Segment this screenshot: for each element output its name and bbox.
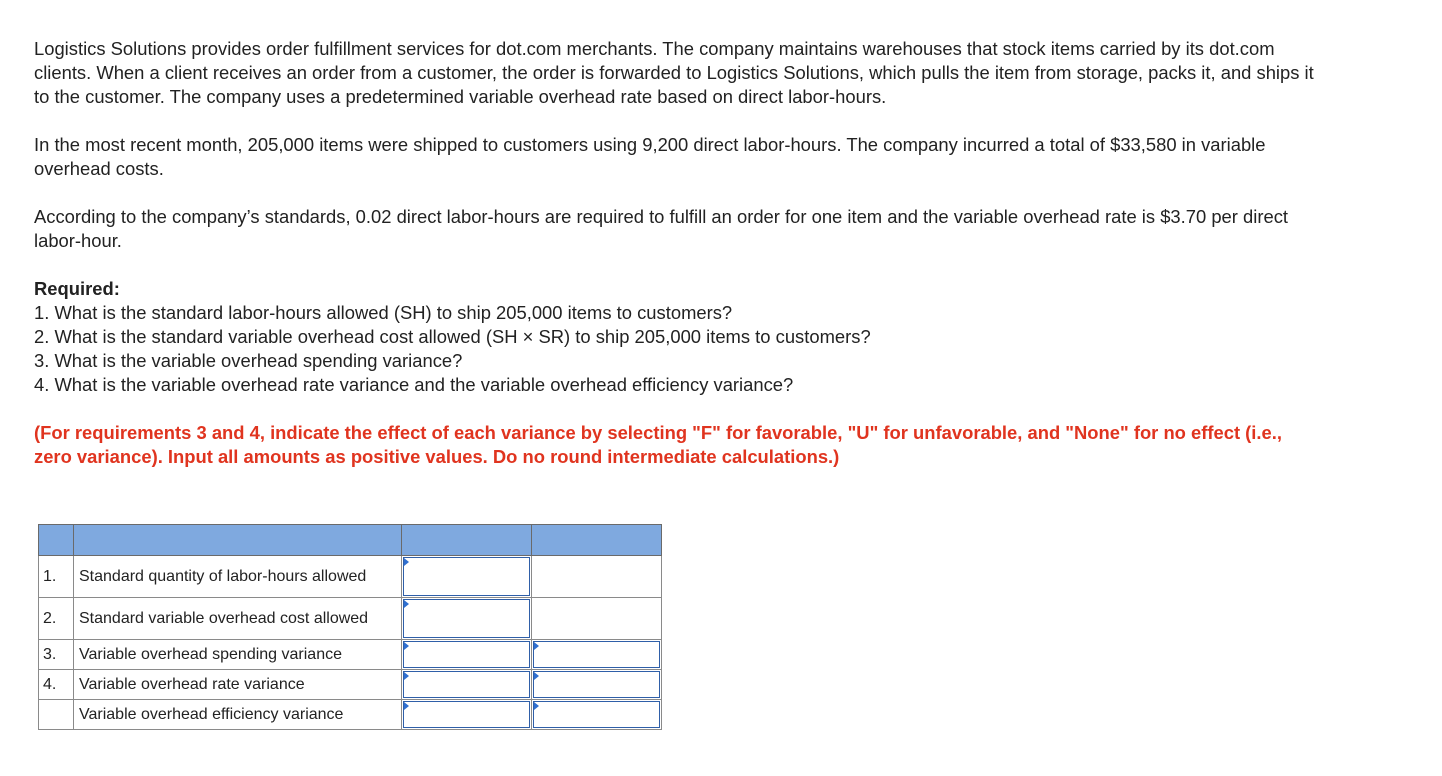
table-row [39, 640, 662, 670]
row-label: Variable overhead rate variance [74, 670, 402, 700]
row-number: 2. [39, 598, 74, 640]
input-marker-icon [534, 642, 539, 650]
rate-variance-amount-input[interactable] [403, 671, 530, 698]
input-marker-icon [534, 672, 539, 680]
row-number: 1. [39, 556, 74, 598]
header-cell-amount [402, 525, 532, 556]
row-label: Variable overhead spending variance [74, 640, 402, 670]
header-cell-num [39, 525, 74, 556]
amount-cell [402, 700, 532, 730]
row-number: 3. [39, 640, 74, 670]
empty-cell [532, 598, 662, 640]
standard-overhead-cost-input[interactable] [403, 599, 530, 638]
empty-cell [532, 556, 662, 598]
row-number [39, 700, 74, 730]
table-header-row [39, 525, 662, 556]
problem-content [34, 37, 1324, 469]
input-marker-icon [404, 702, 409, 710]
input-marker-icon [534, 702, 539, 710]
row-label: Variable overhead efficiency variance [74, 700, 402, 730]
problem-paragraph-1: Logistics Solutions provides order fulfillment services for dot.com merchants. The company maintains warehouses that stock items carried by its dot.com clients. When a client receives an order from a customer, the order is forwarded to Logistics Solutions, which pulls the item from storage, packs it, and ships it to the customer. The company uses a predetermined variable overhead rate based on direct labor-hours. [34, 38, 1314, 107]
efficiency-variance-effect-select[interactable] [533, 701, 660, 728]
amount-cell [402, 640, 532, 670]
effect-cell [532, 640, 662, 670]
input-marker-icon [404, 600, 409, 608]
spending-variance-amount-input[interactable] [403, 641, 530, 668]
required-item-3: 3. What is the variable overhead spending variance? [34, 350, 463, 371]
row-label: Standard quantity of labor-hours allowed [74, 556, 402, 598]
instructions-note: (For requirements 3 and 4, indicate the effect of each variance by selecting "F" for favorable, "U" for unfavorable, and "None" for no effect (i.e., zero variance). Input all amounts as positive values. Do no round intermediate calculations.) [34, 422, 1282, 467]
input-marker-icon [404, 558, 409, 566]
required-list [34, 301, 1324, 397]
header-cell-effect [532, 525, 662, 556]
input-marker-icon [404, 672, 409, 680]
standard-labor-hours-input[interactable] [403, 557, 530, 596]
header-cell-label [74, 525, 402, 556]
amount-cell [402, 670, 532, 700]
problem-paragraph-2: In the most recent month, 205,000 items were shipped to customers using 9,200 direct labor-hours. The company incurred a total of $33,580 in variable overhead costs. [34, 134, 1266, 179]
required-item-2: 2. What is the standard variable overhead cost allowed (SH × SR) to ship 205,000 items to customers? [34, 326, 871, 347]
effect-cell [532, 700, 662, 730]
spending-variance-effect-select[interactable] [533, 641, 660, 668]
table-row [39, 670, 662, 700]
effect-cell [532, 670, 662, 700]
problem-paragraph-3: According to the company’s standards, 0.02 direct labor-hours are required to fulfill an order for one item and the variable overhead rate is $3.70 per direct labor-hour. [34, 206, 1288, 251]
row-label: Standard variable overhead cost allowed [74, 598, 402, 640]
table-row [39, 598, 662, 640]
row-number: 4. [39, 670, 74, 700]
amount-cell [402, 556, 532, 598]
answer-table [38, 524, 662, 730]
input-marker-icon [404, 642, 409, 650]
amount-cell [402, 598, 532, 640]
required-item-4: 4. What is the variable overhead rate variance and the variable overhead efficiency variance? [34, 374, 794, 395]
table-row [39, 556, 662, 598]
required-heading: Required: [34, 278, 120, 299]
required-item-1: 1. What is the standard labor-hours allowed (SH) to ship 205,000 items to customers? [34, 302, 733, 323]
efficiency-variance-amount-input[interactable] [403, 701, 530, 728]
table-row [39, 700, 662, 730]
rate-variance-effect-select[interactable] [533, 671, 660, 698]
